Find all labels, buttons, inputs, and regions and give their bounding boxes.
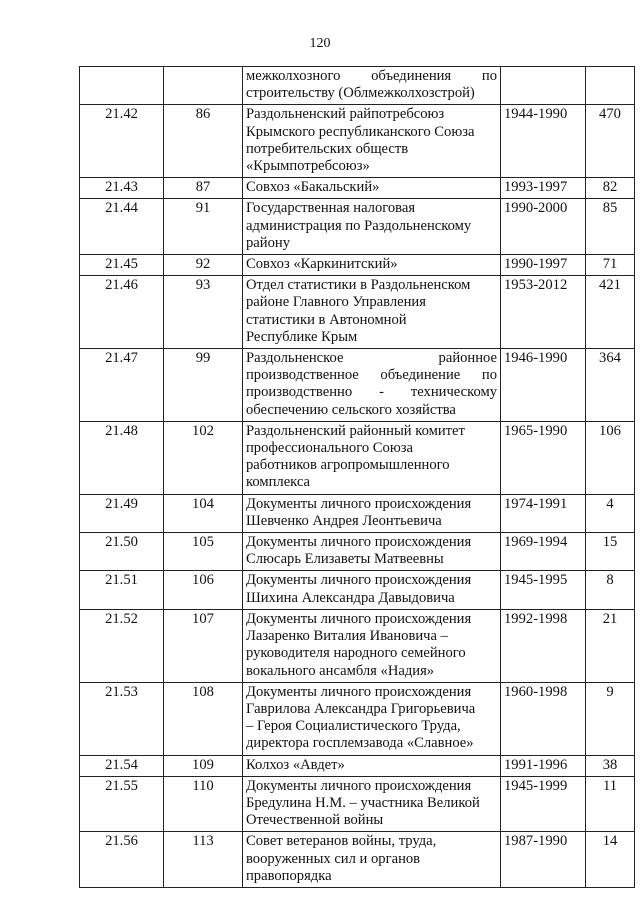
row-number: 21.51 — [80, 571, 164, 609]
file-count — [586, 67, 635, 105]
fund-name-line: Раздольненский районный комитет — [246, 422, 465, 439]
table-row — [80, 421, 635, 494]
date-range: 1992-1998 — [501, 609, 586, 682]
fund-number: 87 — [164, 178, 243, 199]
table-row — [80, 755, 635, 776]
file-count: 21 — [586, 609, 635, 682]
fund-name — [243, 105, 501, 178]
date-range: 1944-1990 — [501, 105, 586, 178]
date-range: 1993-1997 — [501, 178, 586, 199]
fund-number: 91 — [164, 199, 243, 255]
table-row — [80, 199, 635, 255]
fund-name-line: администрация по Раздольненскому — [246, 217, 472, 234]
table-row — [80, 105, 635, 178]
fund-name-line: «Крымпотребсоюз» — [246, 158, 370, 175]
table-row — [80, 682, 635, 755]
file-count: 9 — [586, 682, 635, 755]
fund-name-line: Документы личного происхождения — [246, 683, 472, 700]
fund-number: 99 — [164, 349, 243, 422]
date-range: 1953-2012 — [501, 276, 586, 349]
file-count: 38 — [586, 755, 635, 776]
date-range: 1946-1990 — [501, 349, 586, 422]
table-row — [80, 571, 635, 609]
fund-name-line: потребительских обществ — [246, 140, 409, 157]
fund-name-line: Республике Крым — [246, 328, 358, 345]
registry-body — [80, 67, 635, 888]
date-range: 1945-1995 — [501, 571, 586, 609]
row-number: 21.45 — [80, 255, 164, 276]
table-row — [80, 349, 635, 422]
fund-name — [243, 832, 501, 888]
fund-name-line: строительству (Облмежколхозстрой) — [246, 85, 475, 102]
fund-name-line: руководителя народного семейного — [246, 645, 466, 662]
file-count: 11 — [586, 776, 635, 832]
fund-name — [243, 494, 501, 532]
table-row — [80, 609, 635, 682]
file-count: 470 — [586, 105, 635, 178]
date-range: 1974-1991 — [501, 494, 586, 532]
table-row — [80, 494, 635, 532]
fund-name-line: производственное объединение по — [246, 367, 497, 384]
row-number: 21.48 — [80, 421, 164, 494]
fund-name — [243, 199, 501, 255]
fund-number: 108 — [164, 682, 243, 755]
file-count: 364 — [586, 349, 635, 422]
fund-number: 107 — [164, 609, 243, 682]
fund-name-line: Совхоз «Каркинитский» — [246, 256, 398, 273]
table-row — [80, 832, 635, 888]
fund-name-line: профессионального Союза — [246, 440, 413, 457]
row-number: 21.50 — [80, 533, 164, 571]
fund-number: 109 — [164, 755, 243, 776]
fund-name-line: Гаврилова Александра Григорьевича — [246, 700, 476, 717]
fund-name-line: районе Главного Управления — [246, 294, 426, 311]
fund-name — [243, 682, 501, 755]
fund-name-line: вооруженных сил и органов — [246, 850, 421, 867]
fund-name — [243, 776, 501, 832]
fund-name-line: Документы личного происхождения — [246, 777, 472, 794]
file-count: 421 — [586, 276, 635, 349]
fund-number — [164, 67, 243, 105]
fund-name — [243, 276, 501, 349]
fund-name-line: директора госплемзавода «Славное» — [246, 735, 474, 752]
fund-number: 92 — [164, 255, 243, 276]
fund-name — [243, 533, 501, 571]
file-count: 71 — [586, 255, 635, 276]
fund-name-line: производственно - техническому — [246, 384, 497, 401]
file-count: 4 — [586, 494, 635, 532]
table-row — [80, 776, 635, 832]
file-count: 15 — [586, 533, 635, 571]
fund-name-line: – Героя Социалистического Труда, — [246, 718, 461, 735]
fund-name-line: Документы личного происхождения — [246, 495, 472, 512]
fund-registry-table — [79, 66, 635, 888]
fund-name-line: Крымского республиканского Союза — [246, 123, 475, 140]
fund-name-line: Документы личного происхождения — [246, 534, 472, 551]
fund-name — [243, 255, 501, 276]
fund-number: 105 — [164, 533, 243, 571]
row-number: 21.54 — [80, 755, 164, 776]
fund-name-line: Колхоз «Авдет» — [246, 756, 345, 773]
fund-name-line: Шихина Александра Давыдовича — [246, 589, 455, 606]
fund-name-line: Бредулина Н.М. – участника Великой — [246, 794, 480, 811]
fund-name-line: Лазаренко Виталия Ивановича – — [246, 628, 448, 645]
row-number: 21.42 — [80, 105, 164, 178]
fund-name-line: работников агропромышленного — [246, 457, 450, 474]
date-range: 1945-1999 — [501, 776, 586, 832]
date-range: 1990-2000 — [501, 199, 586, 255]
row-number: 21.44 — [80, 199, 164, 255]
row-number: 21.47 — [80, 349, 164, 422]
date-range: 1990-1997 — [501, 255, 586, 276]
fund-name-line: Раздольненское районное — [246, 350, 497, 367]
row-number: 21.52 — [80, 609, 164, 682]
date-range: 1969-1994 — [501, 533, 586, 571]
fund-name-line: межколхозного объединения по — [246, 68, 497, 84]
table-row — [80, 67, 635, 105]
fund-number: 113 — [164, 832, 243, 888]
date-range: 1960-1998 — [501, 682, 586, 755]
fund-name-line: статистики в Автономной — [246, 311, 407, 328]
row-number: 21.53 — [80, 682, 164, 755]
fund-number: 104 — [164, 494, 243, 532]
file-count: 82 — [586, 178, 635, 199]
fund-name-line: району — [246, 234, 290, 251]
fund-name-line: Слюсарь Елизаветы Матвеевны — [246, 551, 444, 568]
fund-name — [243, 755, 501, 776]
fund-name-line: Шевченко Андрея Леонтьевича — [246, 512, 442, 529]
file-count: 85 — [586, 199, 635, 255]
date-range: 1965-1990 — [501, 421, 586, 494]
fund-name-line: Раздольненский райпотребсоюз — [246, 106, 445, 123]
table-row — [80, 276, 635, 349]
fund-name — [243, 349, 501, 422]
fund-name — [243, 67, 501, 105]
fund-number: 86 — [164, 105, 243, 178]
fund-name — [243, 571, 501, 609]
row-number: 21.46 — [80, 276, 164, 349]
fund-number: 102 — [164, 421, 243, 494]
row-number — [80, 67, 164, 105]
fund-name-line: комплекса — [246, 474, 311, 491]
fund-name — [243, 609, 501, 682]
fund-name-line: Отдел статистики в Раздольненском — [246, 277, 471, 294]
row-number: 21.55 — [80, 776, 164, 832]
row-number: 21.49 — [80, 494, 164, 532]
fund-number: 93 — [164, 276, 243, 349]
fund-name-line: Документы личного происхождения — [246, 610, 472, 627]
row-number: 21.43 — [80, 178, 164, 199]
fund-name-line: Совхоз «Бакальский» — [246, 179, 380, 196]
fund-name-line: правопорядка — [246, 867, 332, 884]
table-row — [80, 255, 635, 276]
date-range — [501, 67, 586, 105]
file-count: 8 — [586, 571, 635, 609]
table-row — [80, 178, 635, 199]
fund-number: 106 — [164, 571, 243, 609]
fund-name-line: Отечественной войны — [246, 812, 384, 829]
fund-name — [243, 178, 501, 199]
fund-name — [243, 421, 501, 494]
fund-number: 110 — [164, 776, 243, 832]
fund-name-line: обеспечению сельского хозяйства — [246, 401, 456, 418]
row-number: 21.56 — [80, 832, 164, 888]
file-count: 14 — [586, 832, 635, 888]
fund-name-line: Совет ветеранов войны, труда, — [246, 833, 437, 850]
date-range: 1991-1996 — [501, 755, 586, 776]
fund-name-line: Документы личного происхождения — [246, 572, 472, 589]
page-number: 120 — [309, 36, 331, 51]
file-count: 106 — [586, 421, 635, 494]
fund-name-line: вокального ансамбля «Надия» — [246, 662, 435, 679]
date-range: 1987-1990 — [501, 832, 586, 888]
table-row — [80, 533, 635, 571]
fund-name-line: Государственная налоговая — [246, 200, 416, 217]
